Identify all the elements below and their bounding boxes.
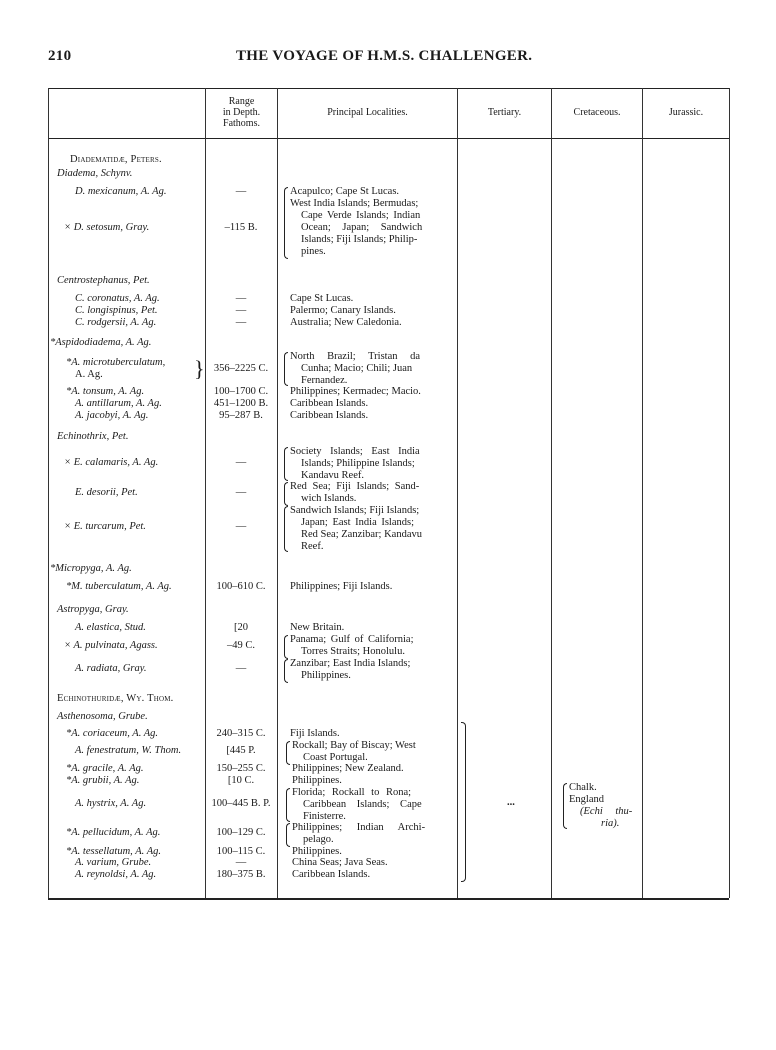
species-name: A. reynoldsi, A. Ag. [75,869,157,880]
locality: Sandwich Islands; Fiji Islands; [290,505,420,516]
range-value: — [235,305,247,316]
col-header-cretaceous: Cretaceous. [573,107,621,118]
range-line: Fathoms. [223,118,260,129]
locality: Australia; New Caledonia. [290,317,402,328]
locality: Philippines; Kermadec; Macio. [290,386,421,397]
locality: Philippines. [301,670,351,681]
genus-name: Astropyga, Gray. [57,604,129,615]
locality: Cape Verde Islands; Indian [301,210,421,221]
locality: China Seas; Java Seas. [292,857,388,868]
locality: Coast Portugal. [303,752,368,763]
species-name: *A. tessellatum, A. Ag. [66,846,161,857]
col-divider [205,88,206,898]
range-value: — [235,487,247,498]
locality-brace [284,187,288,259]
locality: Acapulco; Cape St Lucas. [290,186,400,197]
locality: Red Sea; Fiji Islands; Sand- [290,481,420,492]
range-value: — [235,521,247,532]
col-divider [277,88,278,898]
species-name: E. desorii, Pet. [75,487,138,498]
locality: Philippines; New Zealand. [292,763,404,774]
locality: Finisterre. [303,811,346,822]
locality: Panama; Gulf of California; [290,634,414,645]
species-name: A. fenestratum, W. Thom. [75,745,182,756]
locality: Philippines. [292,846,342,857]
locality-brace [286,788,290,822]
locality: Philippines; Fiji Islands. [290,581,393,592]
species-name: D. mexicanum, A. Ag. [75,186,167,197]
genus-name: *Micropyga, A. Ag. [50,563,132,574]
range-line: in Depth. [222,107,261,118]
locality: Red Sea; Zanzibar; Kandavu [301,529,422,540]
locality-brace [284,506,288,552]
species-name: × D. setosum, Gray. [64,222,150,233]
locality: Ocean; Japan; Sandwich [301,222,423,233]
locality: Caribbean Islands. [290,398,369,409]
locality: New Britain. [290,622,345,633]
locality: Cunha; Macio; Chili; Juan [301,363,413,374]
locality: Fernandez. [301,375,348,386]
locality: Florida; Rockall to Rona; [292,787,412,798]
species-name: *A. coriaceum, A. Ag. [66,728,159,739]
locality: Rockall; Bay of Biscay; West [292,740,416,751]
species-name: A. elastica, Stud. [75,622,146,633]
species-name: *A. grubii, A. Ag. [66,775,140,786]
locality: pelago. [303,834,334,845]
locality: Caribbean Islands. [290,410,369,421]
locality-brace [284,352,288,386]
locality: Islands; Philippine Islands; [301,458,415,469]
species-name: C. longispinus, Pet. [75,305,158,316]
species-name: A. jacobyi, A. Ag. [75,410,149,421]
species-name: A. varium, Grube. [75,857,152,868]
right-brace-glyph: } [194,356,205,381]
locality: wich Islands. [301,493,357,504]
cretaceous-note: Chalk. [569,782,597,793]
species-name: × E. calamaris, A. Ag. [64,457,159,468]
species-name: A. Ag. [75,369,103,380]
cretaceous-note: (Echi thu- [580,806,633,817]
range-value: 95–287 B. [219,410,263,421]
range-value: 451–1200 B. [213,398,269,409]
col-divider [642,88,643,898]
species-name: *A. pellucidum, A. Ag. [66,827,161,838]
range-value: 100–129 C. [216,827,266,838]
range-value: –115 B. [224,222,258,233]
col-divider [729,88,730,898]
species-name: *M. tuberculatum, A. Ag. [66,581,172,592]
genus-name: *Aspidodiadema, A. Ag. [50,337,152,348]
species-name: A. radiata, Gray. [75,663,147,674]
locality: Society Islands; East India [290,446,420,457]
locality: Palermo; Canary Islands. [290,305,396,316]
range-value: — [235,857,247,868]
range-value: — [235,317,247,328]
col-header-range [206,96,277,129]
col-header-jurassic: Jurassic. [668,107,704,118]
genus-name: Diadema, Schynv. [57,168,133,179]
locality-brace [286,823,290,847]
genus-name: Centrostephanus, Pet. [57,275,150,286]
range-value: 150–255 C. [216,763,266,774]
locality: Kandavu Reef. [301,470,364,481]
locality: Caribbean Islands. [292,869,371,880]
locality: West India Islands; Bermudas; [290,198,419,209]
col-header-tertiary: Tertiary. [487,107,522,118]
range-value: 100–115 C. [216,846,266,857]
species-group-brace [461,722,466,882]
locality: North Brazil; Tristan da [290,351,421,362]
range-value: — [235,663,247,674]
col-divider [551,88,552,898]
genus-name: Echinothrix, Pet. [57,431,129,442]
cretaceous-note: ria). [601,818,620,829]
col-divider [48,88,49,898]
range-value: 100–610 C. [216,581,266,592]
cretaceous-note: England [569,794,604,805]
col-divider [457,88,458,898]
locality: Philippines; Indian Archi- [292,822,426,833]
table-top-rule [48,88,729,89]
range-value: 100–1700 C. [213,386,269,397]
species-name: *A. microtuberculatum, [66,357,166,368]
col-header-localities: Principal Localities. [327,107,408,118]
range-value: 180–375 B. [216,869,266,880]
page-number: 210 [48,48,72,64]
species-name: C. rodgersii, A. Ag. [75,317,157,328]
species-name: *A. gracile, A. Ag. [66,763,144,774]
locality-brace [284,635,288,659]
locality-brace [284,447,288,481]
range-value: [10 C. [227,775,255,786]
running-title: THE VOYAGE OF H.M.S. CHALLENGER. [236,48,533,64]
cretaceous-brace [563,783,567,829]
locality: Reef. [301,541,324,552]
locality-brace [284,482,288,506]
species-name: A. hystrix, A. Ag. [75,798,147,809]
locality: Fiji Islands. [290,728,340,739]
family-name: Diadematidæ, Peters. [70,154,162,165]
family-name: Echinothuridæ, Wy. Thom. [57,693,174,704]
locality: Cape St Lucas. [290,293,354,304]
table-bottom-rule [48,898,729,900]
range-value: [20 [234,622,248,633]
locality: Japan; East India Islands; [301,517,415,528]
locality: Caribbean Islands; Cape [303,799,422,810]
range-value: 356–2225 C. [213,363,269,374]
range-value: — [235,293,247,304]
locality-brace [286,741,290,765]
range-value: 240–315 C. [216,728,266,739]
locality: Philippines. [292,775,342,786]
range-value: 100–445 B. P. [211,798,271,809]
range-value: [445 P. [226,745,256,756]
species-name: *A. tonsum, A. Ag. [66,386,145,397]
range-value: — [235,457,247,468]
locality: Torres Straits; Honolulu. [301,646,405,657]
genus-name: Asthenosoma, Grube. [57,711,148,722]
locality-brace [284,659,288,683]
locality: Zanzibar; East India Islands; [290,658,411,669]
species-name: C. coronatus, A. Ag. [75,293,160,304]
locality: pines. [301,246,326,257]
table-header-rule [48,138,729,139]
species-name: × A. pulvinata, Agass. [64,640,158,651]
locality: Islands; Fiji Islands; Philip- [301,234,418,245]
range-line: Range [228,96,255,107]
species-name: × E. turcarum, Pet. [64,521,146,532]
range-value: — [235,186,247,197]
range-value: –49 C. [226,640,255,651]
tertiary-mark: ... [507,797,515,808]
species-name: A. antillarum, A. Ag. [75,398,162,409]
